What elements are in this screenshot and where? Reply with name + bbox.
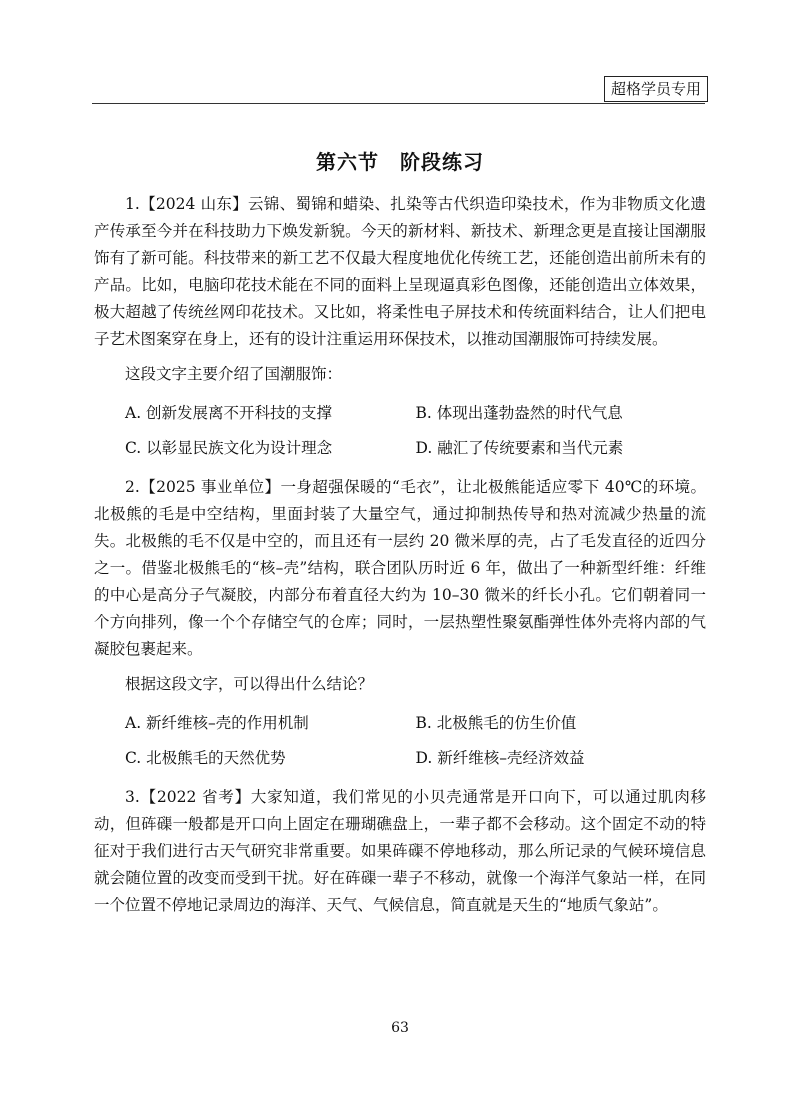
question-2-option-c[interactable]: C. 北极熊毛的天然优势 [125,749,286,767]
question-3-passage: 3.【2022 省考】大家知道，我们常见的小贝壳通常是开口向下，可以通过肌肉移动，但砗磲一般都是开口向上固定在珊瑚礁盘上，一辈子都不会移动。这个固定不动的特征对于我们进行古天气研究非常重要。如果砗磲不停地移动，那么所记录的气候环境信息就会随位置的改变而受到干扰。好在砗磲一辈子不移动，就像一个海洋气象站一样，在同一个位置不停地记录周边的海洋、天气、气候信息，简直就是天生的“地质气象站”。 [94,788,706,914]
question-2-option-d[interactable]: D. 新纤维核–壳经济效益 [415,749,585,767]
exercise-content [94,191,706,927]
exclusive-badge: 超格学员专用 [604,76,708,102]
options-row [125,706,706,741]
page-number: 63 [391,1020,409,1036]
options-row [125,396,706,431]
question-2-option-a[interactable]: A. 新纤维核–壳的作用机制 [125,714,309,732]
options-row [125,741,706,776]
question-1-option-c[interactable]: C. 以彰显民族文化为设计理念 [125,439,333,457]
question-1-option-a[interactable]: A. 创新发展离不开科技的支撑 [125,404,333,422]
question-1-options [94,396,706,466]
options-row [125,431,706,466]
section-title: 第六节 阶段练习 [316,150,484,174]
question-2-passage: 2.【2025 事业单位】一身超强保暖的“毛衣”，让北极熊能适应零下 40℃的环境。北极熊的毛是中空结构，里面封装了大量空气，通过抑制热传导和热对流减少热量的流失。北极熊的毛不仅是中空的，而且还有一层约 20 微米厚的壳，占了毛发直径的近四分之一。借鉴北极熊毛的“核–壳”结构，联合团队历时近 6 年，做出了一种新型纤维：纤维的中心是高分子气凝胶，内部分布着直径大约为 10–30 微米的纤长小孔。它们朝着同一个方向排列，像一个个存储空气的仓库；同时，一层热塑性聚氨酯弹性体外壳将内部的气凝胶包裹起来。 [94,478,706,658]
question-2-option-b[interactable]: B. 北极熊毛的仿生价值 [415,714,577,732]
question-1-passage: 1.【2024 山东】云锦、蜀锦和蜡染、扎染等古代织造印染技术，作为非物质文化遗产传承至今并在科技助力下焕发新貌。今天的新材料、新技术、新理念更是直接让国潮服饰有了新可能。科技带来的新工艺不仅最大程度地优化传统工艺，还能创造出前所未有的产品。比如，电脑印花技术能在不同的面料上呈现逼真彩色图像，还能创造出立体效果，极大超越了传统丝网印花技术。又比如，将柔性电子屏技术和传统面料结合，让人们把电子艺术图案穿在身上，还有的设计注重运用环保技术，以推动国潮服饰可持续发展。 [94,195,706,348]
question-1-prompt: 这段文字主要介绍了国潮服饰： [125,365,343,383]
question-1-option-d[interactable]: D. 融汇了传统要素和当代元素 [415,439,624,457]
question-1-option-b[interactable]: B. 体现出蓬勃盎然的时代气息 [415,404,623,422]
question-2-prompt: 根据这段文字，可以得出什么结论？ [125,675,374,693]
header-rule [92,103,705,104]
question-2-options [94,706,706,776]
